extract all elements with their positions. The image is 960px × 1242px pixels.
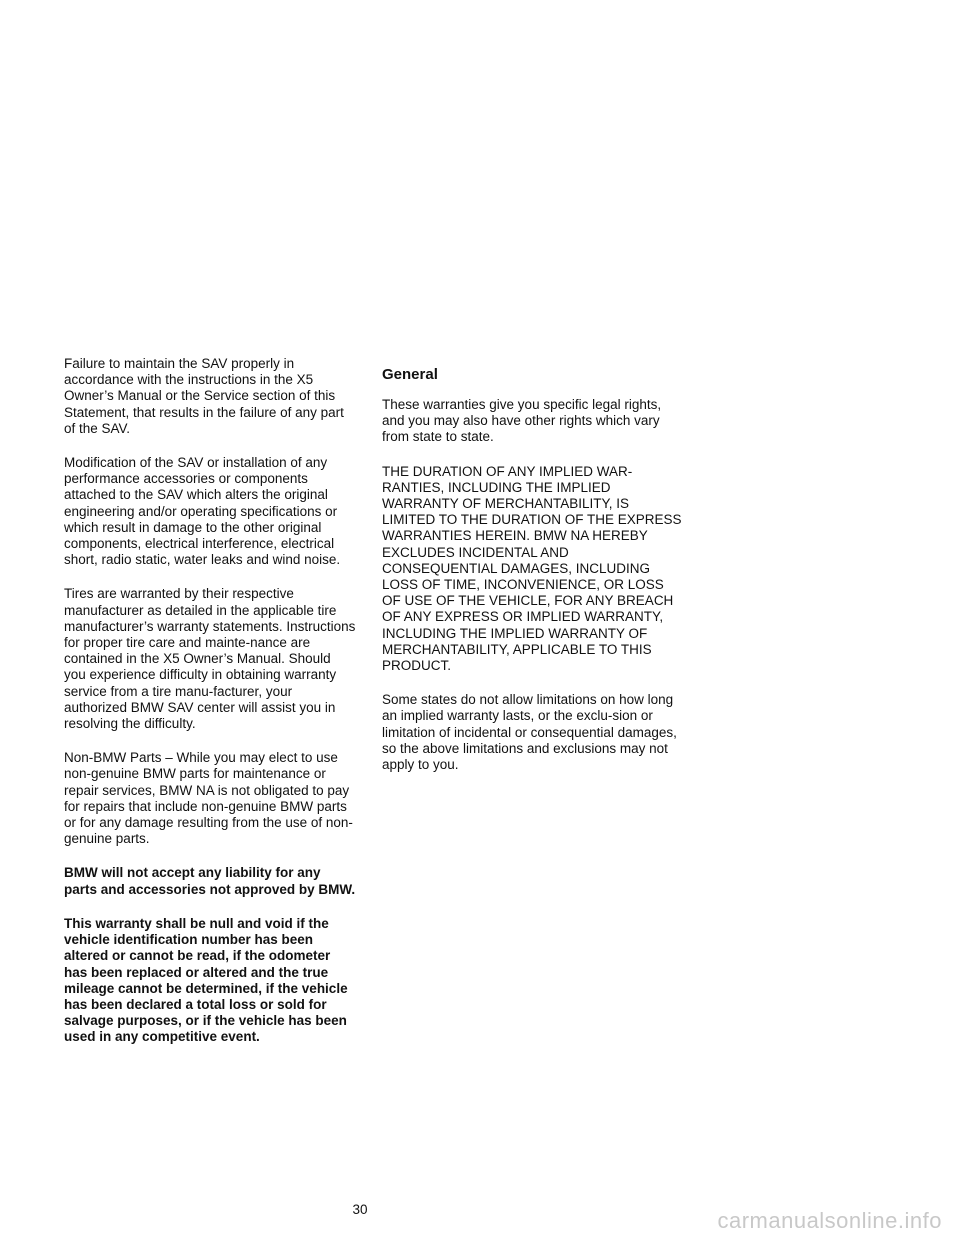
paragraph-implied-warranties: THE DURATION OF ANY IMPLIED WAR-RANTIES, INCLUDING THE IMPLIED WARRANTY OF MERCHANTABILITY, IS LIMITED TO THE DURATION OF THE EXPRESS WARRANTIES HEREIN. BMW NA HEREBY EXCLUDES INCIDENTAL AND CONSEQUENTIAL DAMAGES, INCLUDING LOSS OF TIME, INCONVENIENCE, OR LOSS OF USE OF THE VEHICLE, FOR ANY BREACH OF ANY EXPRESS OR IMPLIED WARRANTY, INCLUDING THE IMPLIED WARRANTY OF MERCHANTABILITY, APPLICABLE TO THIS PRODUCT.: [382, 463, 682, 674]
paragraph-non-bmw-parts: Non-BMW Parts – While you may elect to use non-genuine BMW parts for maintenance or repair services, BMW NA is not obligated to pay for repairs that include non-genuine BMW parts or for any damage resulting from the use of non-genuine parts.: [64, 750, 353, 847]
paragraph-tires: Tires are warranted by their respective manufacturer as detailed in the applicable tire manufacturer’s warranty statements. Instructions for proper tire care and mainte-nance are contained in the X5 Owner’s Manual. Should you experience difficulty in obtaining warranty service from a tire manu-facturer, your authorized BMW SAV center will assist you in resolving the difficulty.: [64, 586, 356, 732]
watermark: carmanualsonline.info: [717, 1208, 942, 1233]
paragraph-legal-rights: These warranties give you specific legal rights, and you may also have other rights which vary from state to state.: [382, 397, 662, 445]
paragraph-modification: Modification of the SAV or installation of any performance accessories or components attached to the SAV which alters the original engineering and/or operating specifications or which result in damage to the other original components, electrical interference, electrical short, radio static, water leaks and wind noise.: [64, 455, 341, 568]
left-column: [64, 356, 356, 1064]
paragraph-state-limitations: Some states do not allow limitations on how long an implied warranty lasts, or the exclu-sion or limitation of incidental or consequential damages, so the above limitations and exclusions may not apply to you.: [382, 692, 677, 773]
section-heading-general: General: [382, 366, 438, 383]
paragraph-liability: BMW will not accept any liability for any parts and accessories not approved by BMW.: [64, 865, 356, 897]
right-column: [382, 356, 682, 791]
page-number: 30: [352, 1202, 368, 1217]
paragraph-null-and-void: This warranty shall be null and void if the vehicle identification number has been altered or cannot be read, if the odometer has been replaced or altered and the true mileage cannot be determined, if the vehicle has been declared a total loss or sold for salvage purposes, or if the vehicle has been used in any competitive event.: [64, 915, 348, 1045]
paragraph-maintenance: Failure to maintain the SAV properly in accordance with the instructions in the X5 Owner’s Manual or the Service section of this Statement, that results in the failure of any part of the SAV.: [64, 356, 344, 436]
